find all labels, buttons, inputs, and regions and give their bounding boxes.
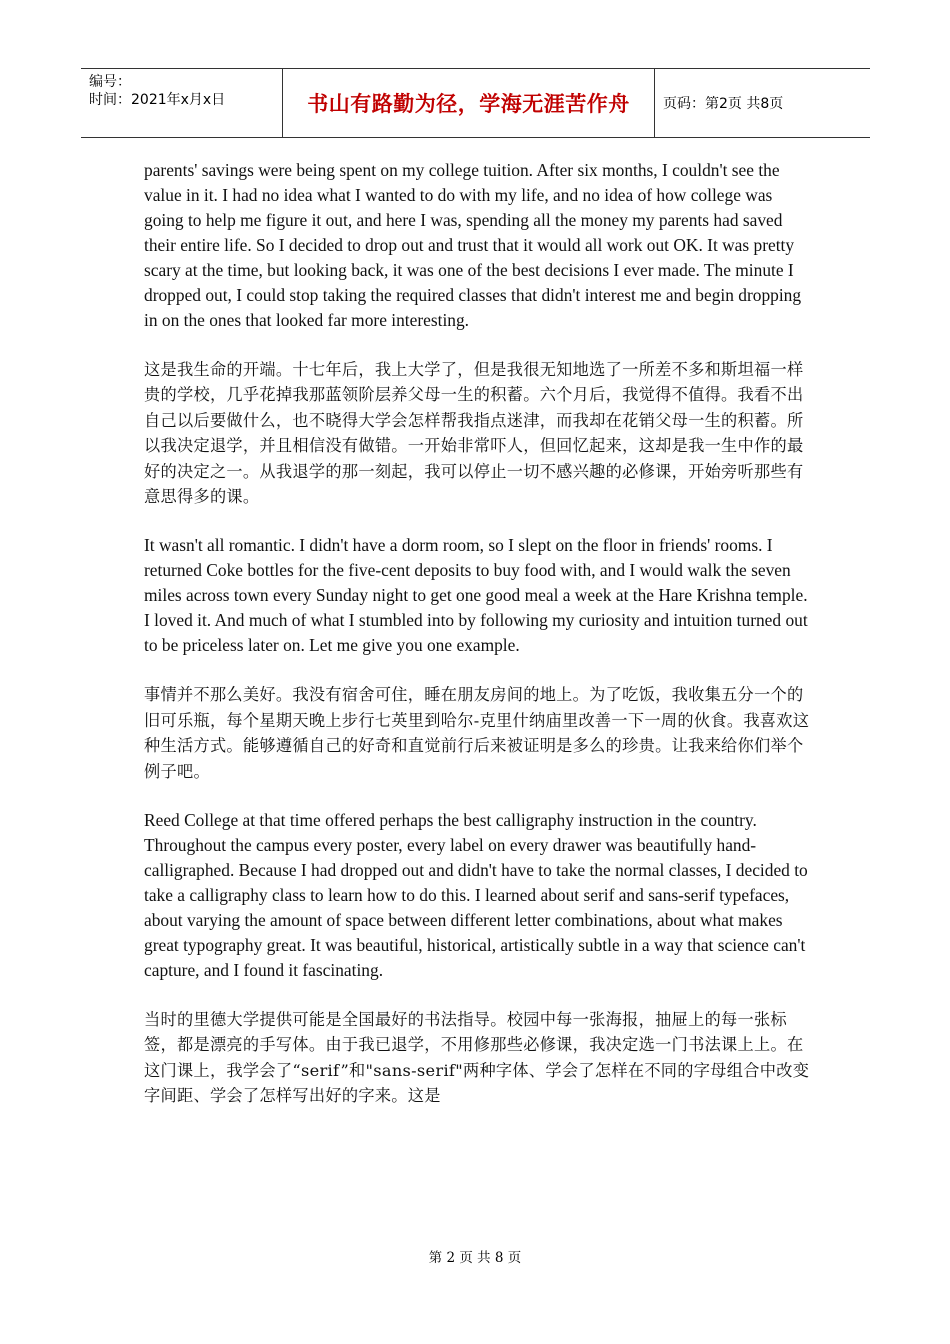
paragraph-english: parents' savings were being spent on my college tuition. After six months, I couldn't see the value in it. I had no idea what I wanted to do with my life, and no idea of how college was going to help me figure it out, and here I was, spending all the money my parents had saved their entire life. So I decided to drop out and trust that it would all work out OK. It was pretty scary at the time, but looking back, it was one of the best decisions I ever made. The minute I dropped out, I could stop taking the required classes that didn't interest me and begin dropping in on the ones that looked far more interesting. (144, 160, 802, 330)
paragraph-chinese: 事情并不那么美好。我没有宿舍可住，睡在朋友房间的地上。为了吃饭，我收集五分一个的旧可乐瓶，每个星期天晚上步行七英里到哈尔-克里什纳庙里改善一下一周的伙食。我喜欢这种生活方式。能够遵循自己的好奇和直觉前行后来被证明是多么的珍贵。让我来给你们举个例子吧。 (144, 685, 810, 781)
header-motto-cell (282, 69, 655, 137)
header-page-info: 页码：第2页 共8页 (663, 96, 784, 112)
document-number-label: 编号： (89, 74, 131, 90)
document-body (144, 158, 812, 1133)
document-date: 时间：2021年x月x日 (89, 92, 226, 108)
footer-page-number: 第 2 页 共 8 页 (428, 1250, 522, 1266)
header-motto: 书山有路勤为径，学海无涯苦作舟 (307, 92, 630, 116)
paragraph-chinese: 当时的里德大学提供可能是全国最好的书法指导。校园中每一张海报，抽屉上的每一张标签，都是漂亮的手写体。由于我已退学，不用修那些必修课，我决定选一门书法课上上。在这门课上，我学会了“serif”和"sans-serif"两种字体、学会了怎样在不同的字母组合中改变字间距、学会了怎样写出好的字来。这是 (144, 1010, 810, 1106)
paragraph-english: Reed College at that time offered perhaps the best calligraphy instruction in the country. Throughout the campus every poster, every label on every drawer was beautifully hand-calligraphed. Because I had dropped out and didn't have to take the normal classes, I decided to take a calligraphy class to learn how to do this. I learned about serif and sans-serif typefaces, about varying the amount of space between different letter combinations, about what makes great typography great. It was beautiful, historical, artistically subtle in a way that science can't capture, and I found it fascinating. (144, 810, 808, 981)
page-header (81, 68, 870, 138)
paragraph-chinese: 这是我生命的开端。十七年后，我上大学了，但是我很无知地选了一所差不多和斯坦福一样贵的学校，几乎花掉我那蓝领阶层养父母一生的积蓄。六个月后，我觉得不值得。我看不出自己以后要做什么，也不晓得大学会怎样帮我指点迷津，而我却在花销父母一生的积蓄。所以我决定退学，并且相信没有做错。一开始非常吓人，但回忆起来，这却是我一生中作的最好的决定之一。从我退学的那一刻起，我可以停止一切不感兴趣的必修课，开始旁听那些有意思得多的课。 (144, 360, 804, 507)
header-page-cell (655, 69, 870, 137)
header-info-cell (81, 69, 282, 137)
page-footer (0, 1246, 950, 1266)
paragraph-english: It wasn't all romantic. I didn't have a dorm room, so I slept on the floor in friends' rooms. I returned Coke bottles for the five-cent deposits to buy food with, and I would walk the seven miles across town every Sunday night to get one good meal a week at the Hare Krishna temple. I loved it. And much of what I stumbled into by following my curiosity and intuition turned out to be priceless later on. Let me give you one example. (144, 535, 808, 656)
